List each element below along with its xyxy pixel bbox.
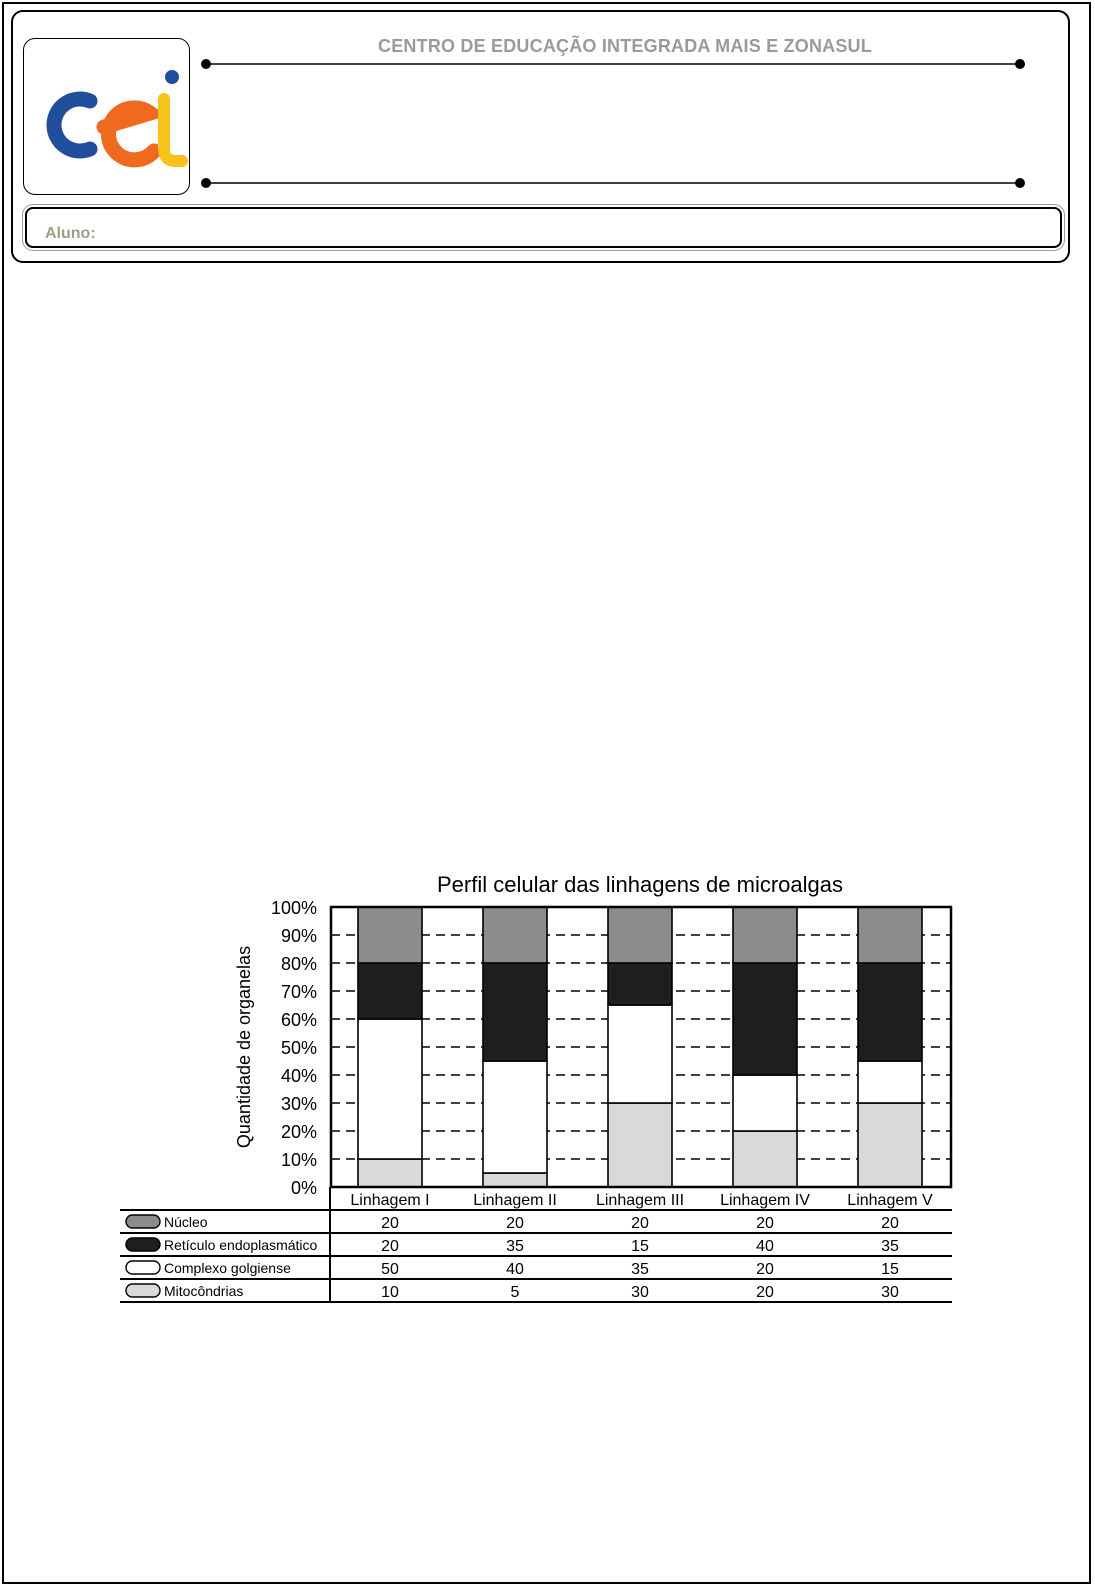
x-tick-label: Linhagem II xyxy=(473,1192,557,1209)
chart-title: Perfil celular das linhagens de microalgas xyxy=(437,872,843,897)
table-value: 20 xyxy=(381,1215,399,1232)
bar-segment xyxy=(608,907,672,963)
y-tick-label: 70% xyxy=(280,982,317,1002)
bar-segment xyxy=(733,1131,797,1187)
bar-segment xyxy=(358,907,422,963)
y-tick-label: 50% xyxy=(280,1038,317,1058)
bar-segment xyxy=(608,963,672,1005)
bar-segment xyxy=(858,1061,922,1103)
bar-segment xyxy=(483,1173,547,1187)
cei-logo-icon xyxy=(24,39,191,196)
x-tick-label: Linhagem IV xyxy=(720,1192,810,1209)
legend-swatch xyxy=(126,1284,160,1297)
legend-swatch xyxy=(126,1261,160,1274)
y-tick-label: 0% xyxy=(290,1178,317,1198)
table-value: 20 xyxy=(631,1215,649,1232)
table-value: 15 xyxy=(881,1261,899,1278)
bar-segment xyxy=(733,1075,797,1131)
table-value: 35 xyxy=(631,1261,649,1278)
x-tick-label: Linhagem I xyxy=(350,1192,430,1209)
legend-swatch xyxy=(126,1215,160,1228)
y-tick-label: 10% xyxy=(280,1150,317,1170)
bar-segment xyxy=(858,1103,922,1187)
table-value: 20 xyxy=(756,1261,774,1278)
legend-swatch xyxy=(126,1238,160,1251)
bar-segment xyxy=(733,907,797,963)
bar-segment xyxy=(358,963,422,1019)
table-value: 10 xyxy=(381,1284,399,1301)
table-value: 15 xyxy=(631,1238,649,1255)
table-value: 5 xyxy=(510,1284,520,1301)
y-axis-label: Quantidade de organelas xyxy=(234,945,254,1149)
chart-svg xyxy=(120,865,960,1305)
y-tick-label: 80% xyxy=(280,954,317,974)
bar-segment xyxy=(733,963,797,1075)
table-value: 30 xyxy=(881,1284,899,1301)
bar-segment xyxy=(858,963,922,1061)
school-logo xyxy=(23,38,190,195)
bar-segment xyxy=(608,1103,672,1187)
table-value: 50 xyxy=(381,1261,399,1278)
bar-segment xyxy=(358,1019,422,1159)
bar-segment xyxy=(483,907,547,963)
y-tick-label: 20% xyxy=(280,1122,317,1142)
header-rule-bottom xyxy=(200,176,1026,190)
bar-segment xyxy=(608,1005,672,1103)
x-tick-label: Linhagem V xyxy=(847,1192,933,1209)
y-tick-label: 40% xyxy=(280,1066,317,1086)
y-tick-label: 100% xyxy=(270,898,317,918)
organelle-chart xyxy=(120,865,960,1305)
bar-segment xyxy=(483,963,547,1061)
table-value: 20 xyxy=(506,1215,524,1232)
y-tick-label: 30% xyxy=(280,1094,317,1114)
table-value: 35 xyxy=(506,1238,524,1255)
school-name: CENTRO DE EDUCAÇÃO INTEGRADA MAIS E ZONASUL xyxy=(378,36,872,56)
x-tick-label: Linhagem III xyxy=(595,1192,685,1209)
y-tick-label: 90% xyxy=(280,926,317,946)
bar-segment xyxy=(483,1061,547,1173)
student-label: Aluno: xyxy=(45,225,96,242)
table-value: 30 xyxy=(631,1284,649,1301)
table-value: 20 xyxy=(881,1215,899,1232)
legend-label: Retículo endoplasmático xyxy=(164,1237,318,1253)
y-tick-label: 60% xyxy=(280,1010,317,1030)
table-value: 35 xyxy=(881,1238,899,1255)
table-value: 40 xyxy=(506,1261,524,1278)
legend-label: Núcleo xyxy=(164,1214,208,1230)
bar-segment xyxy=(858,907,922,963)
table-value: 20 xyxy=(381,1238,399,1255)
table-value: 20 xyxy=(756,1284,774,1301)
x-axis-ticks xyxy=(350,1192,933,1209)
legend-label: Mitocôndrias xyxy=(164,1283,244,1299)
bar-segment xyxy=(358,1159,422,1187)
header-rule-top xyxy=(200,57,1026,71)
table-value: 20 xyxy=(756,1215,774,1232)
table-value: 40 xyxy=(756,1238,774,1255)
legend-label: Complexo golgiense xyxy=(164,1260,291,1276)
student-name-field[interactable] xyxy=(25,207,1062,248)
y-axis-ticks xyxy=(271,898,317,1198)
